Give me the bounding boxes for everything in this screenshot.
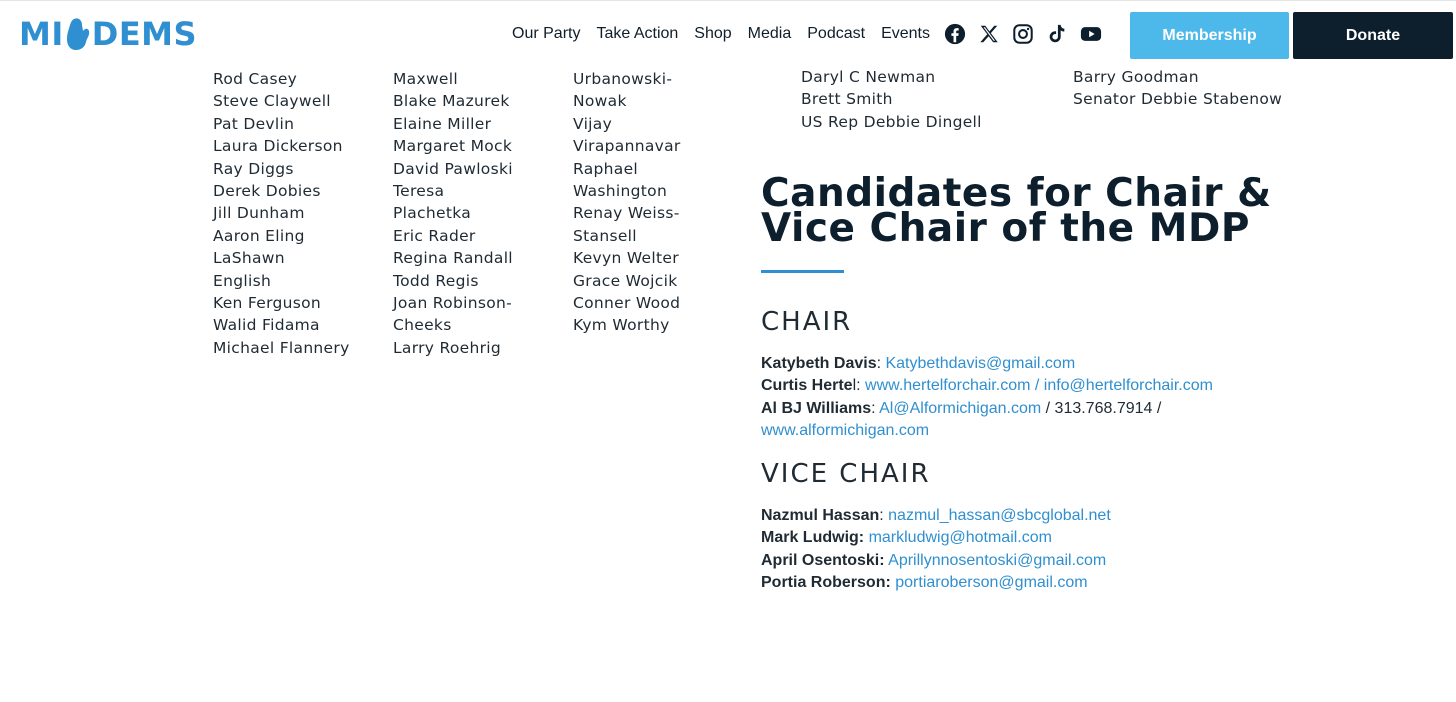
list-item: US Rep Debbie Dingell bbox=[801, 112, 982, 131]
donate-button[interactable]: Donate bbox=[1293, 12, 1453, 59]
list-item: Kevyn Welter bbox=[573, 249, 679, 268]
list-item: Grace Wojcik bbox=[573, 271, 678, 290]
vice-chair-candidates bbox=[761, 505, 1111, 595]
separator: : bbox=[876, 355, 886, 372]
candidate-row bbox=[761, 398, 1241, 420]
main-nav bbox=[512, 23, 946, 45]
list-item: Ray Diggs bbox=[213, 159, 294, 178]
list-item: Stansell bbox=[573, 226, 637, 245]
candidate-website-link[interactable]: www.alformichigan.com bbox=[761, 422, 930, 440]
list-item: Raphael bbox=[573, 159, 639, 178]
chair-candidates bbox=[761, 353, 1241, 443]
list-item: Ken Ferguson bbox=[213, 293, 322, 312]
list-item: Derek Dobies bbox=[213, 181, 321, 200]
michigan-mitten-icon bbox=[65, 17, 91, 51]
list-item: Cheeks bbox=[393, 316, 452, 335]
candidate-name: Curtis Herte bbox=[761, 377, 853, 395]
list-item: Elaine Miller bbox=[393, 114, 492, 133]
separator: l: bbox=[852, 377, 866, 395]
candidate-row bbox=[761, 375, 1241, 397]
candidate-email-link[interactable]: portiaroberson@gmail.com bbox=[895, 574, 1088, 592]
logo-text-dems: DEMS bbox=[91, 15, 198, 53]
names-column-1 bbox=[213, 68, 350, 359]
site-header bbox=[0, 0, 1456, 67]
list-item: Rod Casey bbox=[213, 70, 298, 88]
tiktok-icon[interactable] bbox=[1046, 23, 1068, 45]
candidate-email-link[interactable]: markludwig@hotmail.com bbox=[868, 529, 1052, 547]
list-item: Maxwell bbox=[393, 70, 458, 88]
candidates-heading: Candidates for Chair & Vice Chair of the MDP bbox=[761, 171, 1272, 251]
list-item: Barry Goodman bbox=[1073, 68, 1199, 86]
list-item: LaShawn bbox=[213, 249, 285, 268]
youtube-icon[interactable] bbox=[1080, 23, 1102, 45]
candidate-website-link[interactable]: www.hertelforchair.com / info@hertelforchair.com bbox=[865, 377, 1213, 395]
heading-divider bbox=[761, 270, 844, 273]
candidate-email-link[interactable]: Katybethdavis@gmail.com bbox=[885, 355, 1076, 372]
candidate-row bbox=[761, 550, 1111, 572]
list-item: Virapannavar bbox=[573, 137, 681, 156]
list-item: David Pawloski bbox=[393, 159, 513, 178]
list-item: English bbox=[213, 271, 272, 290]
list-item: Michael Flannery bbox=[213, 338, 350, 357]
instagram-icon[interactable] bbox=[1012, 23, 1034, 45]
candidate-email-link[interactable]: nazmul_hassan@sbcglobal.net bbox=[888, 507, 1111, 524]
separator: : bbox=[879, 507, 889, 524]
names-column-5 bbox=[1073, 66, 1282, 111]
names-column-3 bbox=[573, 68, 681, 337]
list-item: Joan Robinson- bbox=[393, 293, 513, 312]
membership-button[interactable]: Membership bbox=[1130, 12, 1289, 59]
list-item: Teresa bbox=[393, 181, 445, 200]
midems-logo[interactable] bbox=[19, 15, 197, 53]
chair-heading: CHAIR bbox=[761, 307, 853, 337]
candidate-name: Nazmul Hassan bbox=[761, 507, 880, 524]
nav-our-party[interactable]: Our Party bbox=[512, 25, 581, 42]
nav-shop[interactable]: Shop bbox=[694, 25, 732, 42]
list-item: Nowak bbox=[573, 92, 627, 111]
separator: : bbox=[871, 399, 880, 417]
nav-media[interactable]: Media bbox=[747, 25, 792, 42]
x-icon[interactable] bbox=[978, 23, 1000, 45]
list-item: Walid Fidama bbox=[213, 316, 320, 335]
candidate-name: Al BJ Williams bbox=[761, 399, 872, 417]
candidate-row bbox=[761, 505, 1111, 527]
list-item: Renay Weiss- bbox=[573, 204, 680, 223]
social-links bbox=[944, 23, 1102, 45]
nav-take-action[interactable]: Take Action bbox=[596, 25, 679, 42]
list-item: Laura Dickerson bbox=[213, 137, 343, 156]
list-item: Plachetka bbox=[393, 204, 472, 223]
list-item: Eric Rader bbox=[393, 226, 476, 245]
candidate-name: Portia Roberson: bbox=[761, 574, 891, 592]
list-item: Pat Devlin bbox=[213, 114, 295, 133]
list-item: Kym Worthy bbox=[573, 316, 670, 335]
candidate-row bbox=[761, 527, 1111, 549]
candidate-name: April Osentoski: bbox=[761, 551, 885, 569]
candidate-email-link[interactable]: Al@Alformichigan.com bbox=[879, 399, 1042, 417]
candidate-email-link[interactable]: Aprillynnosentoski@gmail.com bbox=[888, 551, 1107, 569]
list-item: Todd Regis bbox=[393, 271, 479, 290]
nav-podcast[interactable]: Podcast bbox=[807, 25, 866, 42]
candidate-phone: / 313.768.7914 / bbox=[1041, 399, 1162, 417]
candidate-name: Katybeth Davis bbox=[761, 355, 877, 372]
nav-events[interactable]: Events bbox=[881, 25, 930, 42]
list-item: Vijay bbox=[573, 114, 613, 133]
list-item: Larry Roehrig bbox=[393, 338, 502, 357]
candidate-row-continued bbox=[761, 420, 1241, 442]
list-item: Steve Claywell bbox=[213, 92, 331, 111]
candidate-name: Mark Ludwig: bbox=[761, 529, 865, 547]
list-item: Washington bbox=[573, 181, 668, 200]
names-column-4 bbox=[801, 66, 982, 133]
list-item: Aaron Eling bbox=[213, 226, 305, 245]
list-item: Daryl C Newman bbox=[801, 68, 936, 86]
list-item: Brett Smith bbox=[801, 90, 893, 109]
list-item: Senator Debbie Stabenow bbox=[1073, 90, 1283, 109]
logo-text-mi: MI bbox=[19, 15, 64, 53]
candidate-row bbox=[761, 572, 1111, 594]
list-item: Regina Randall bbox=[393, 249, 513, 268]
list-item: Jill Dunham bbox=[213, 204, 305, 223]
list-item: Blake Mazurek bbox=[393, 92, 510, 111]
list-item: Conner Wood bbox=[573, 293, 681, 312]
names-column-2 bbox=[393, 68, 513, 359]
list-item: Margaret Mock bbox=[393, 137, 513, 156]
list-item: Urbanowski- bbox=[573, 70, 673, 88]
facebook-icon[interactable] bbox=[944, 23, 966, 45]
vice-chair-heading: VICE CHAIR bbox=[761, 459, 931, 489]
candidate-row bbox=[761, 353, 1241, 375]
